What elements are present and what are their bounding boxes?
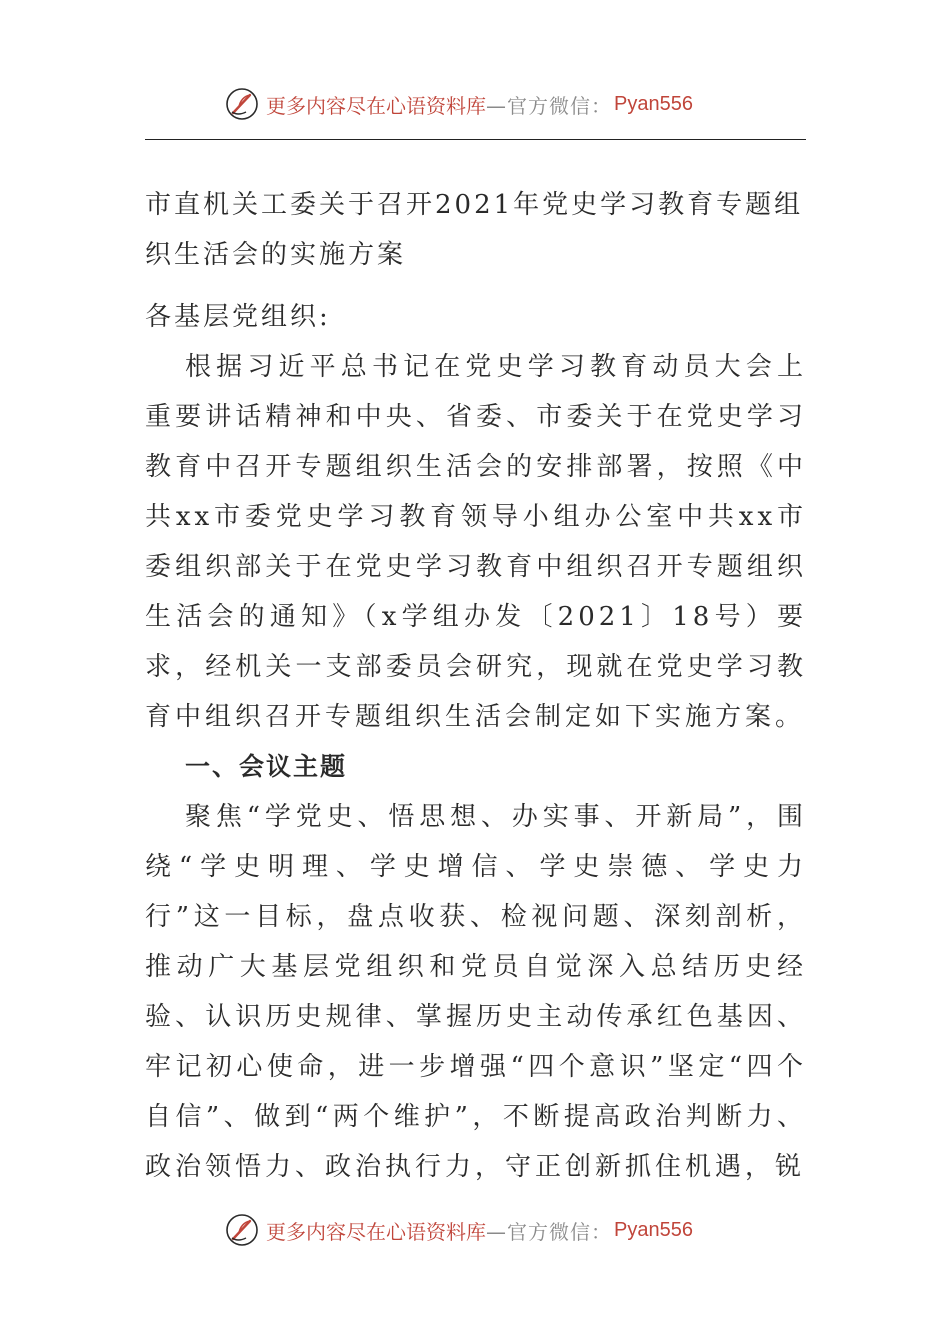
document-title: 市直机关工委关于召开2021年党史学习教育专题组织生活会的实施方案 (145, 190, 804, 270)
header-rule (145, 139, 806, 140)
banner-wechat-handle: Pyan556 (614, 92, 693, 115)
paragraph-theme: 聚焦“学党史、悟思想、办实事、开新局”，围绕“学史明理、学史增信、学史崇德、学史力行”这一目标，盘点收获、检视问题、深刻剖析，推动广大基层党组织和党员自觉深入总结历史经验、认识历史规律、掌握历史主动传承红色基因、牢记初心使命，进一步增强“四个意识”坚定“四个自信”、做到“两个维护”，不断提高政治判断力、政治领悟力、政治执行力，守正创新抓住机遇，锐 (145, 802, 807, 1182)
paragraph-intro: 根据习近平总书记在党史学习教育动员大会上重要讲话精神和中央、省委、市委关于在党史学习教育中召开专题组织生活会的安排部署，按照《中共xx市委党史学习教育领导小组办公室中共xx市委组织部关于在党史学习教育中组织召开专题组织生活会的通知》（x学组办发〔2021〕18号）要求，经机关一支部委员会研究，现就在党史学习教育中组织召开专题组织生活会制定如下实施方案。 (145, 352, 807, 732)
section-heading-meeting-theme: 一、会议主题 (185, 752, 348, 781)
quill-pen-circle-icon (224, 86, 260, 122)
quill-pen-circle-icon (224, 1212, 260, 1248)
footer-watermark-banner (224, 1210, 693, 1250)
banner-main-text: 更多内容尽在心语资料库 (266, 1219, 486, 1244)
banner-tail-text: —官方微信： (486, 93, 612, 118)
header-watermark-banner (224, 84, 693, 124)
salutation: 各基层党组织: (145, 302, 331, 332)
banner-main-text: 更多内容尽在心语资料库 (266, 93, 486, 118)
document-body (145, 180, 807, 1192)
banner-wechat-handle: Pyan556 (614, 1218, 693, 1241)
banner-tail-text: —官方微信： (486, 1219, 612, 1244)
